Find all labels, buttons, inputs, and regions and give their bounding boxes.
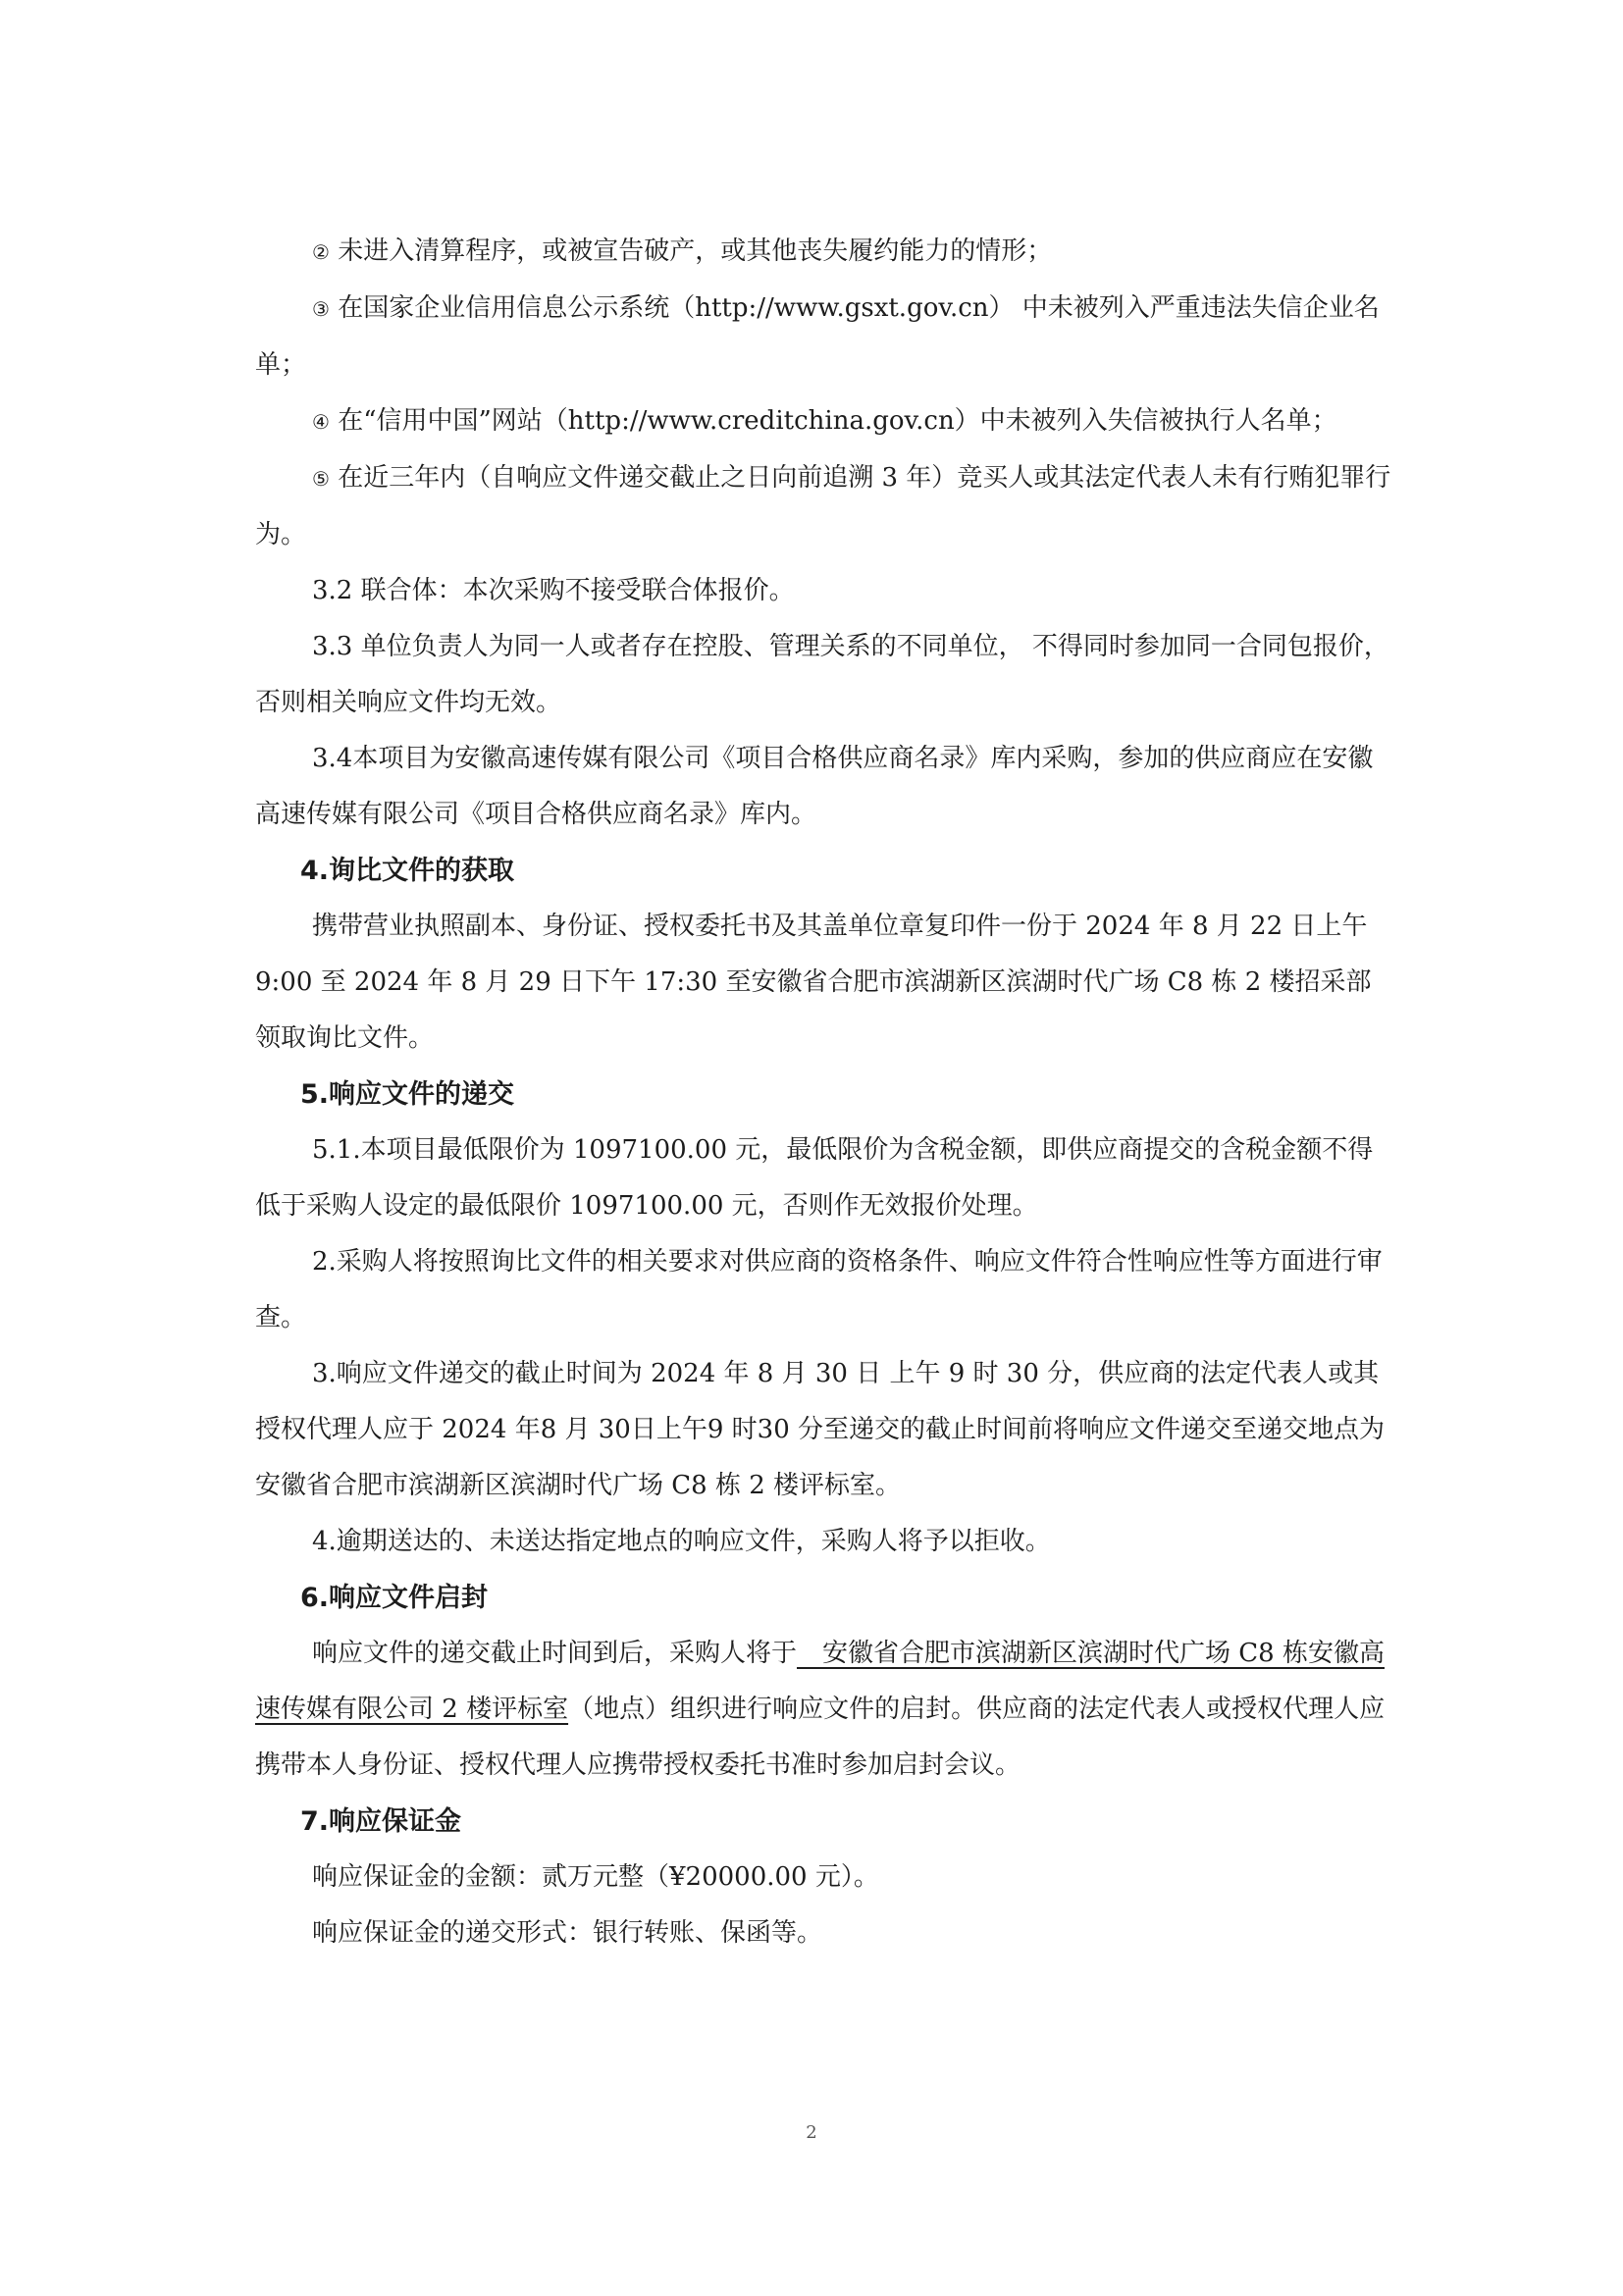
item-5	[255, 450, 1393, 563]
page-number: 2	[806, 2122, 817, 2143]
item-5-text: 在近三年内（自响应文件递交截止之日向前追溯 3 年）竞买人或其法定代表人未有行贿犯罪行为。	[255, 463, 1391, 549]
section-6-pre: 响应文件的递交截止时间到后，采购人将于	[312, 1639, 798, 1668]
section-6-paragraph	[255, 1626, 1393, 1794]
item-3-text: 在国家企业信用信息公示系统（http://www.gsxt.gov.cn） 中未被列入严重违法失信企业名单；	[255, 293, 1380, 380]
section-5-paragraph-4: 4.逾期送达的、未送达指定地点的响应文件，采购人将予以拒收。	[312, 1527, 1051, 1556]
item-4-marker: ④	[312, 410, 330, 434]
item-2-marker: ②	[312, 240, 330, 264]
section-4-paragraph: 携带营业执照副本、身份证、授权委托书及其盖单位章复印件一份于 2024 年 8 月 22 日上午 9:00 至 2024 年 8 月 29 日下午 17:30 至安徽省合肥市滨湖新区滨湖时代广场 C8 栋 2 楼招采部领取询比文件。	[255, 912, 1372, 1053]
section-6-heading: 6.响应文件启封	[300, 1583, 489, 1613]
item-4-text: 在“信用中国”网站（http://www.creditchina.gov.cn）中未被列入失信被执行人名单；	[338, 406, 1337, 436]
section-5-heading: 5.响应文件的递交	[300, 1079, 515, 1110]
page-content	[255, 224, 1393, 1961]
item-2	[255, 224, 1393, 281]
item-5-marker: ⑤	[312, 467, 330, 491]
section-7-heading: 7.响应保证金	[300, 1806, 462, 1837]
item-3-marker: ③	[312, 297, 330, 321]
clause-3-3: 3.3 单位负责人为同一人或者存在控股、管理关系的不同单位， 不得同时参加同一合同包报价，否则相关响应文件均无效。	[255, 632, 1389, 717]
section-5-paragraph-2: 2.采购人将按照询比文件的相关要求对供应商的资格条件、响应文件符合性响应性等方面进行审查。	[255, 1247, 1383, 1332]
deposit-amount: 响应保证金的金额：贰万元整（¥20000.00 元）。	[312, 1862, 879, 1892]
deposit-form: 响应保证金的递交形式：银行转账、保函等。	[312, 1918, 823, 1948]
section-4-heading: 4.询比文件的获取	[300, 856, 515, 886]
item-4	[255, 393, 1393, 450]
section-5-paragraph-1: 5.1.本项目最低限价为 1097100.00 元，最低限价为含税金额，即供应商提交的含税金额不得低于采购人设定的最低限价 1097100.00 元，否则作无效报价处理。	[255, 1135, 1374, 1221]
section-5-paragraph-3: 3.响应文件递交的截止时间为 2024 年 8 月 30 日 上午 9 时 30 分，供应商的法定代表人或其授权代理人应于 2024 年8 月 30日上午9 时30 分至递交的截止时间前将响应文件递交至递交地点为安徽省合肥市滨湖新区滨湖时代广场 C8 栋 2 楼评标室。	[255, 1359, 1386, 1500]
clause-3-4: 3.4本项目为安徽高速传媒有限公司《项目合格供应商名录》库内采购，参加的供应商应在安徽高速传媒有限公司《项目合格供应商名录》库内。	[255, 744, 1374, 829]
section-6-post: （地点）组织进行响应文件的启封。供应商的法定代表人或授权代理人应携带本人身份证、授权代理人应携带授权委托书准时参加启封会议。	[255, 1695, 1386, 1780]
clause-3-2: 3.2 联合体：本次采购不接受联合体报价。	[312, 576, 795, 605]
item-2-text: 未进入清算程序，或被宣告破产，或其他丧失履约能力的情形；	[338, 236, 1053, 266]
item-3	[255, 281, 1393, 393]
opening-location: 安徽省合肥市滨湖新区滨湖时代广场 C8 栋安徽高速传媒有限公司 2 楼评标室	[255, 1639, 1385, 1724]
